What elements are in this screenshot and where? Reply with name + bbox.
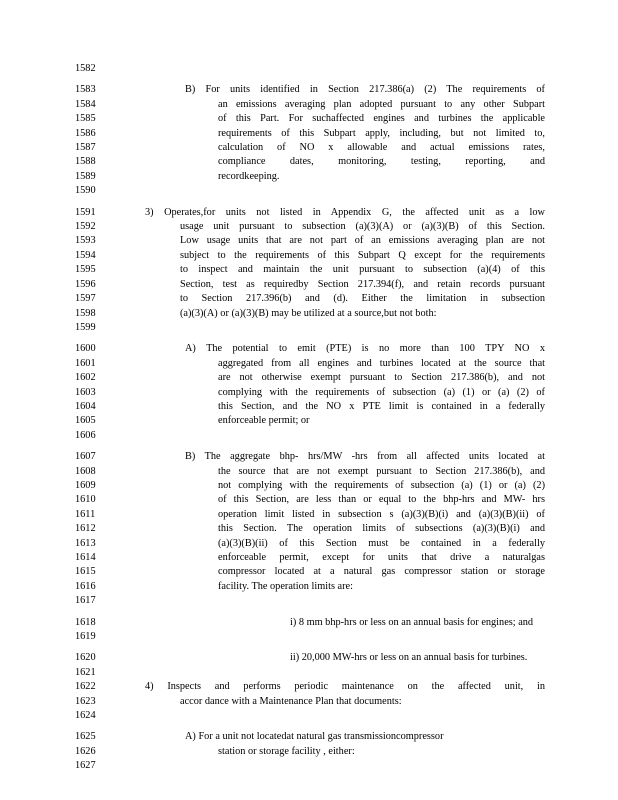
- document-line: [0, 98, 618, 112]
- line-number: 1584: [75, 98, 96, 110]
- line-number: 1626: [75, 745, 96, 757]
- document-line: [0, 278, 618, 292]
- line-number: 1606: [75, 429, 96, 441]
- line-number: 1614: [75, 552, 96, 563]
- line-text: [145, 594, 545, 608]
- document-line: [0, 479, 618, 493]
- line-number: 1591: [75, 206, 96, 218]
- line-text: usage unit pursuant to subsection (a)(3)(A) or (a)(3)(B) of this Section.: [180, 221, 545, 233]
- line-number: 1603: [75, 386, 96, 398]
- document-line: [0, 292, 618, 306]
- document-line: [0, 321, 618, 335]
- line-text: enforceable permit, except for units that drive a naturalgas: [218, 552, 545, 563]
- document-line: [0, 594, 618, 608]
- line-text: (a)(3)(A) or (a)(3)(B) may be utilized at a source,but not both:: [180, 307, 437, 319]
- line-text: [145, 759, 545, 773]
- line-text: A) The potential to emit (PTE) is no more than 100 TPY NO x: [185, 343, 545, 355]
- line-number: 1612: [75, 523, 96, 535]
- line-text: (a)(3)(B)(ii) of this Section must be contained in a federally: [218, 537, 545, 549]
- line-number: 1592: [75, 221, 96, 233]
- line-number: 1595: [75, 264, 96, 276]
- line-number: 1585: [75, 113, 96, 125]
- line-text: [145, 666, 545, 680]
- line-text: 4) Inspects and performs periodic maintenance on the affected unit, in: [145, 681, 545, 693]
- document-line: [0, 730, 618, 744]
- document-line: [0, 141, 618, 155]
- line-text: facility. The operation limits are:: [218, 580, 353, 592]
- document-line: [0, 155, 618, 169]
- document-line: [0, 680, 618, 694]
- document-line: [0, 651, 618, 665]
- line-number: 1622: [75, 681, 96, 693]
- line-text: requirements of this Subpart apply, including, but not limited to,: [218, 127, 545, 139]
- line-text: to Section 217.396(b) and (d). Either the limitation in subsection: [180, 293, 545, 305]
- line-text: this Section. The operation limits of subsections (a)(3)(B)(i) and: [218, 523, 545, 535]
- line-number: 1586: [75, 127, 96, 139]
- line-text: compressor located at a natural gas compressor station or storage: [218, 566, 545, 578]
- document-line: [0, 357, 618, 371]
- document-line: [0, 234, 618, 248]
- line-text: [145, 630, 545, 644]
- document-line: [0, 400, 618, 414]
- line-number: 1599: [75, 321, 96, 333]
- document-line: [0, 62, 618, 76]
- line-number: 1604: [75, 400, 96, 412]
- line-number: 1602: [75, 372, 96, 384]
- line-number: 1615: [75, 566, 96, 578]
- document-line: [0, 666, 618, 680]
- line-text: recordkeeping.: [218, 170, 280, 182]
- line-number: 1620: [75, 652, 96, 664]
- line-text: 3) Operates,for units not listed in Appendix G, the affected unit as a low: [145, 206, 545, 218]
- document-line: [0, 616, 618, 630]
- document-line: [0, 695, 618, 709]
- line-number: 1611: [75, 508, 96, 520]
- document-line: [0, 249, 618, 263]
- line-number: 1613: [75, 537, 96, 549]
- line-text: subject to the requirements of this Subpart Q except for the requirements: [180, 249, 545, 261]
- line-number: 1582: [75, 63, 96, 74]
- line-number: 1625: [75, 731, 96, 743]
- line-text: i) 8 mm bhp-hrs or less on an annual basis for engines; and: [290, 616, 534, 628]
- line-text: the source that are not exempt pursuant to Section 217.386(b), and: [218, 465, 545, 477]
- line-text: compliance dates, monitoring, testing, reporting, and: [218, 156, 545, 168]
- line-text: this Section, and the NO x PTE limit is contained in a federally: [218, 400, 545, 412]
- document-line: [0, 522, 618, 536]
- line-text: complying with the requirements of subsection (a) (1) or (a) (2) of: [218, 386, 545, 398]
- document-line: [0, 342, 618, 356]
- line-number: 1607: [75, 451, 96, 463]
- line-number: 1590: [75, 185, 96, 197]
- line-text: enforceable permit; or: [218, 415, 310, 427]
- document-line: [0, 745, 618, 759]
- line-number: 1597: [75, 293, 96, 305]
- line-number: 1588: [75, 156, 96, 168]
- document-line: [0, 371, 618, 385]
- document-line: [0, 83, 618, 97]
- line-number: 1616: [75, 580, 96, 592]
- line-text: operation limit listed in subsection s (a)(3)(B)(i) and (a)(3)(B)(ii) of: [218, 508, 545, 520]
- line-text: are not otherwise exempt pursuant to Section 217.386(b), and not: [218, 372, 545, 384]
- document-line: [0, 580, 618, 594]
- line-text: Low usage units that are not part of an emissions averaging plan are not: [180, 235, 545, 247]
- document-line: [0, 450, 618, 464]
- line-number: 1598: [75, 307, 96, 319]
- document-line: [0, 414, 618, 428]
- line-number: 1617: [75, 595, 96, 607]
- document-line: [0, 630, 618, 644]
- line-number: 1594: [75, 249, 96, 261]
- line-number: 1605: [75, 415, 96, 427]
- line-text: not complying with the requirements of subsection (a) (1) or (a) (2): [218, 479, 545, 491]
- document-line: [0, 709, 618, 723]
- document-line: [0, 170, 618, 184]
- line-number: 1627: [75, 760, 96, 772]
- line-text: [145, 184, 545, 198]
- line-number: 1619: [75, 631, 96, 643]
- line-text: accor dance with a Maintenance Plan that documents:: [180, 695, 402, 707]
- document-line: [0, 465, 618, 479]
- line-text: [145, 709, 545, 723]
- document-line: [0, 206, 618, 220]
- line-text: A) For a unit not locatedat natural gas transmissioncompressor: [185, 731, 444, 743]
- line-text: station or storage facility , either:: [218, 745, 355, 757]
- document-line: [0, 508, 618, 522]
- document-line: [0, 184, 618, 198]
- line-text: to inspect and maintain the unit pursuant to subsection (a)(4) of this: [180, 264, 545, 276]
- line-text: of this Section, are less than or equal to the bhp-hrs and MW- hrs: [218, 494, 545, 506]
- document-line: [0, 307, 618, 321]
- document-line: [0, 759, 618, 773]
- document-line: [0, 565, 618, 579]
- line-text: B) For units identified in Section 217.386(a) (2) The requirements of: [185, 84, 545, 96]
- document-line: [0, 551, 618, 565]
- line-number: 1609: [75, 479, 96, 491]
- line-number: 1624: [75, 710, 96, 722]
- line-text: [145, 62, 545, 76]
- document-line: [0, 537, 618, 551]
- line-text: [145, 321, 545, 335]
- line-text: calculation of NO x allowable and actual emissions rates,: [218, 142, 545, 154]
- line-text: [145, 429, 545, 443]
- line-text: an emissions averaging plan adopted pursuant to any other Subpart: [218, 98, 545, 110]
- document-line: [0, 386, 618, 400]
- line-number: 1593: [75, 235, 96, 247]
- line-number: 1621: [75, 666, 96, 678]
- line-text: of this Part. For suchaffected engines and turbines the applicable: [218, 113, 545, 125]
- line-number: 1600: [75, 343, 96, 355]
- document-line: [0, 127, 618, 141]
- line-number: 1610: [75, 494, 96, 506]
- line-number: 1608: [75, 465, 96, 477]
- document-line: [0, 493, 618, 507]
- line-number: 1623: [75, 695, 96, 707]
- line-number: 1587: [75, 142, 96, 154]
- document-line: [0, 429, 618, 443]
- document-line: [0, 220, 618, 234]
- document-line: [0, 263, 618, 277]
- line-number: 1618: [75, 616, 96, 628]
- line-text: aggregated from all engines and turbines located at the source that: [218, 357, 545, 369]
- line-number: 1601: [75, 357, 96, 369]
- line-number: 1589: [75, 170, 96, 182]
- document-line: [0, 112, 618, 126]
- line-text: ii) 20,000 MW-hrs or less on an annual basis for turbines.: [290, 652, 528, 664]
- line-text: B) The aggregate bhp- hrs/MW -hrs from all affected units located at: [185, 451, 545, 463]
- line-text: Section, test as requiredby Section 217.394(f), and retain records pursuant: [180, 278, 545, 290]
- line-number: 1583: [75, 84, 96, 96]
- line-number: 1596: [75, 278, 96, 290]
